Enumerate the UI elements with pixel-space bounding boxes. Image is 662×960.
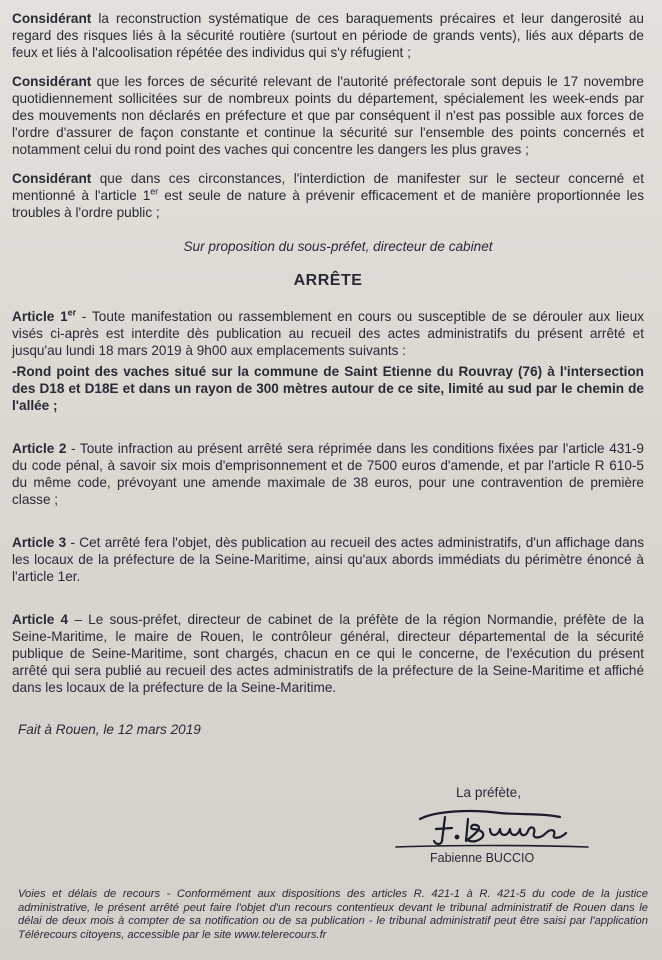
- article-text: - Toute infraction au présent arrêté sera réprimée dans les conditions fixées par l'article 431-9 du code pénal, à savoir six mois d'emprisonnement et de 7500 euros d'amende, et par l'article R 610-5 du même code, prévoyant une amende maximale de 38 euros, pour une contravention de première classe ;: [12, 441, 644, 507]
- handwritten-signature: [390, 807, 590, 851]
- signatory-name: Fabienne BUCCIO: [430, 851, 535, 865]
- fait-date-line: Fait à Rouen, le 12 mars 2019: [18, 722, 201, 737]
- article-4: [12, 611, 644, 696]
- considerant-paragraph-1: [12, 10, 644, 61]
- considerant-lead: Considérant: [12, 74, 92, 89]
- article-2: [12, 440, 644, 508]
- considerant-paragraph-3: [12, 170, 644, 221]
- article-text: – Le sous-préfet, directeur de cabinet de la préfète de la région Normandie, préfète de la Seine-Maritime, le maire de Rouen, le contrôleur général, directeur départemental de la sécurité publique de Seine-Maritime, sont chargés, chacun en ce qui le concerne, de l'exécution du présent arrêté qui sera publié au recueil des actes administratifs de la préfecture de la Seine-Maritime et affiché dans les locaux de la préfecture de la Seine-Maritime.: [12, 612, 644, 695]
- article-1-location-item: -Rond point des vaches situé sur la commune de Saint Etienne du Rouvray (76) à l'intersection des D18 et D18E et dans un rayon de 300 mètres autour de ce site, limité au sud par le chemin de l'allée ;: [12, 364, 644, 413]
- considerant-lead: Considérant: [12, 11, 92, 26]
- arrete-heading: ARRÊTE: [293, 272, 363, 289]
- signature-block: [370, 785, 590, 865]
- appeal-notice-footer: Voies et délais de recours - Conformément aux dispositions des articles R. 421-1 à R. 421-5 du code de la justice administrative, le présent arrêté peut faire l'objet d'un recours contentieux devant le tribunal administratif de Rouen dans le délai de deux mois à compter de sa notification ou de sa publication - le tribunal administratif peut être saisi par l'application Télérecours citoyens, accessible par le site www.telerecours.fr: [18, 888, 648, 941]
- article-title: Article 1: [12, 309, 68, 324]
- article-3: [12, 534, 644, 585]
- considerant-text: est seule de nature à prévenir efficacement et de manière proportionnée les troubles à l'ordre public ;: [12, 188, 645, 220]
- article-1: [12, 308, 644, 359]
- superscript: er: [150, 186, 159, 197]
- article-title: Article 3: [12, 535, 67, 550]
- considerant-text: la reconstruction systématique de ces baraquements précaires et leur dangerosité au regard des risques liés à la sécurité routière (surtout en période de grands vents), liés aux départs de feux et liés à l'alcoolisation répétée des individus qui s'y réfugient ;: [12, 11, 644, 60]
- article-title: Article 2: [12, 441, 67, 456]
- article-title: Article 4: [12, 612, 69, 627]
- considerant-lead: Considérant: [12, 171, 92, 186]
- article-text: - Toute manifestation ou rassemblement en cours ou susceptible de se dérouler aux lieux visés ci-après est interdite dès publication au recueil des actes administratifs du présent arrêté et jusqu'au lundi 18 mars 2019 à 9h00 aux emplacements suivants :: [12, 309, 644, 358]
- article-text: - Cet arrêté fera l'objet, dès publication au recueil des actes administratifs, d'un affichage dans les locaux de la préfecture de la Seine-Maritime, ainsi qu'aux abords immédiats du périmètre énoncé à l'article 1er.: [12, 535, 645, 584]
- signatory-title: La préfète,: [456, 785, 521, 800]
- proposal-line: Sur proposition du sous-préfet, directeur de cabinet: [183, 239, 493, 254]
- considerant-paragraph-2: [12, 73, 644, 158]
- considerant-text: que dans ces circonstances, l'interdiction de manifester sur le secteur concerné et mentionné à l'article 1: [12, 171, 644, 203]
- superscript: er: [67, 307, 77, 318]
- considerant-text: que les forces de sécurité relevant de l'autorité préfectorale sont depuis le 17 novembre quotidiennement sollicitées sur de nombreux points du département, spécialement les week-ends par des mouvements non déclarés en préfecture et que par conséquent il n'est pas possible aux forces de l'ordre d'assurer de façon constante et continue la sécurité sur l'ensemble des points concernés et notamment celui du rond point des vaches qui concentre les dangers les plus graves ;: [12, 74, 644, 157]
